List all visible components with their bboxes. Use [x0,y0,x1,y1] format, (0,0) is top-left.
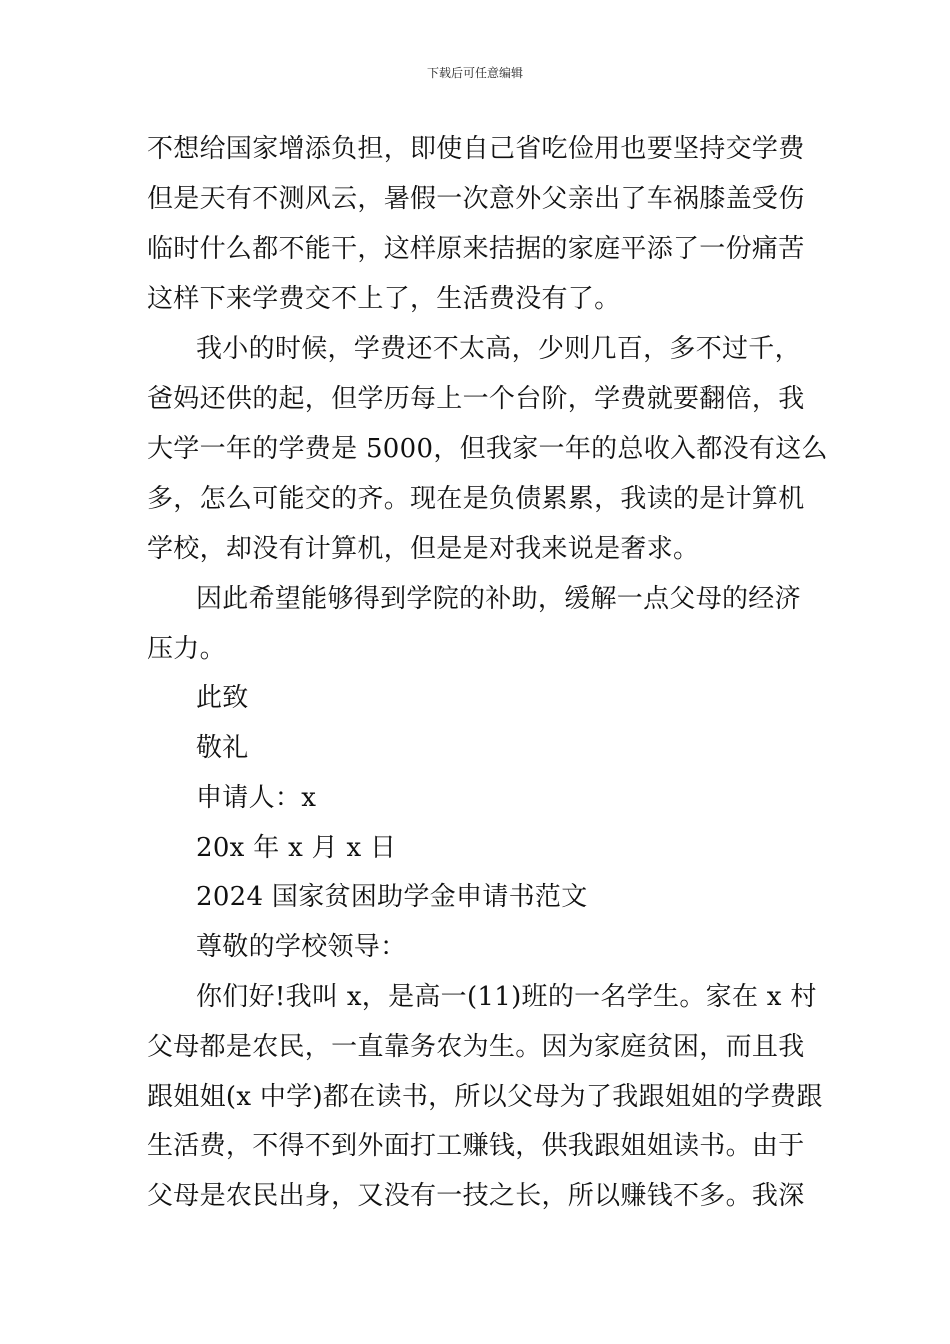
text-line: 父母是农民出身，又没有一技之长，所以赚钱不多。我深 [147,1181,805,1211]
closing-line: 此致 [196,683,249,713]
text-line: 我小的时候，学费还不太高，少则几百，多不过千， [196,334,801,364]
text-line: 压力。 [147,634,226,664]
section-title: 2024 国家贫困助学金申请书范文 [196,882,588,912]
text-line: 但是天有不测风云，暑假一次意外父亲出了车祸膝盖受伤 [147,184,805,214]
text-line: 因此希望能够得到学院的补助，缓解一点父母的经济 [196,584,801,614]
greeting-line: 尊敬的学校领导： [196,932,407,962]
text-line: 临时什么都不能干，这样原来拮据的家庭平添了一份痛苦 [147,234,805,264]
text-line: 你们好!我叫 x，是高一(11)班的一名学生。家在 x 村 [196,982,817,1012]
salutation-line: 敬礼 [196,733,249,763]
page-header: 下载后可任意编辑 [426,66,523,80]
text-line: 大学一年的学费是 5000，但我家一年的总收入都没有这么 [147,434,828,464]
text-line: 生活费，不得不到外面打工赚钱，供我跟姐姐读书。由于 [147,1131,805,1161]
date-line: 20x 年 x 月 x 日 [196,833,397,863]
text-line: 不想给国家增添负担，即使自己省吃俭用也要坚持交学费 [147,134,805,164]
text-line: 多，怎么可能交的齐。现在是负债累累，我读的是计算机 [147,484,805,514]
text-line: 这样下来学费交不上了，生活费没有了。 [147,284,621,314]
applicant-line: 申请人：x [196,783,317,813]
text-line: 父母都是农民，一直靠务农为生。因为家庭贫困，而且我 [147,1032,805,1062]
text-line: 学校，却没有计算机，但是是对我来说是奢求。 [147,534,700,564]
text-line: 跟姐姐(x 中学)都在读书，所以父母为了我跟姐姐的学费跟 [147,1082,823,1112]
text-line: 爸妈还供的起，但学历每上一个台阶，学费就要翻倍，我 [147,384,805,414]
